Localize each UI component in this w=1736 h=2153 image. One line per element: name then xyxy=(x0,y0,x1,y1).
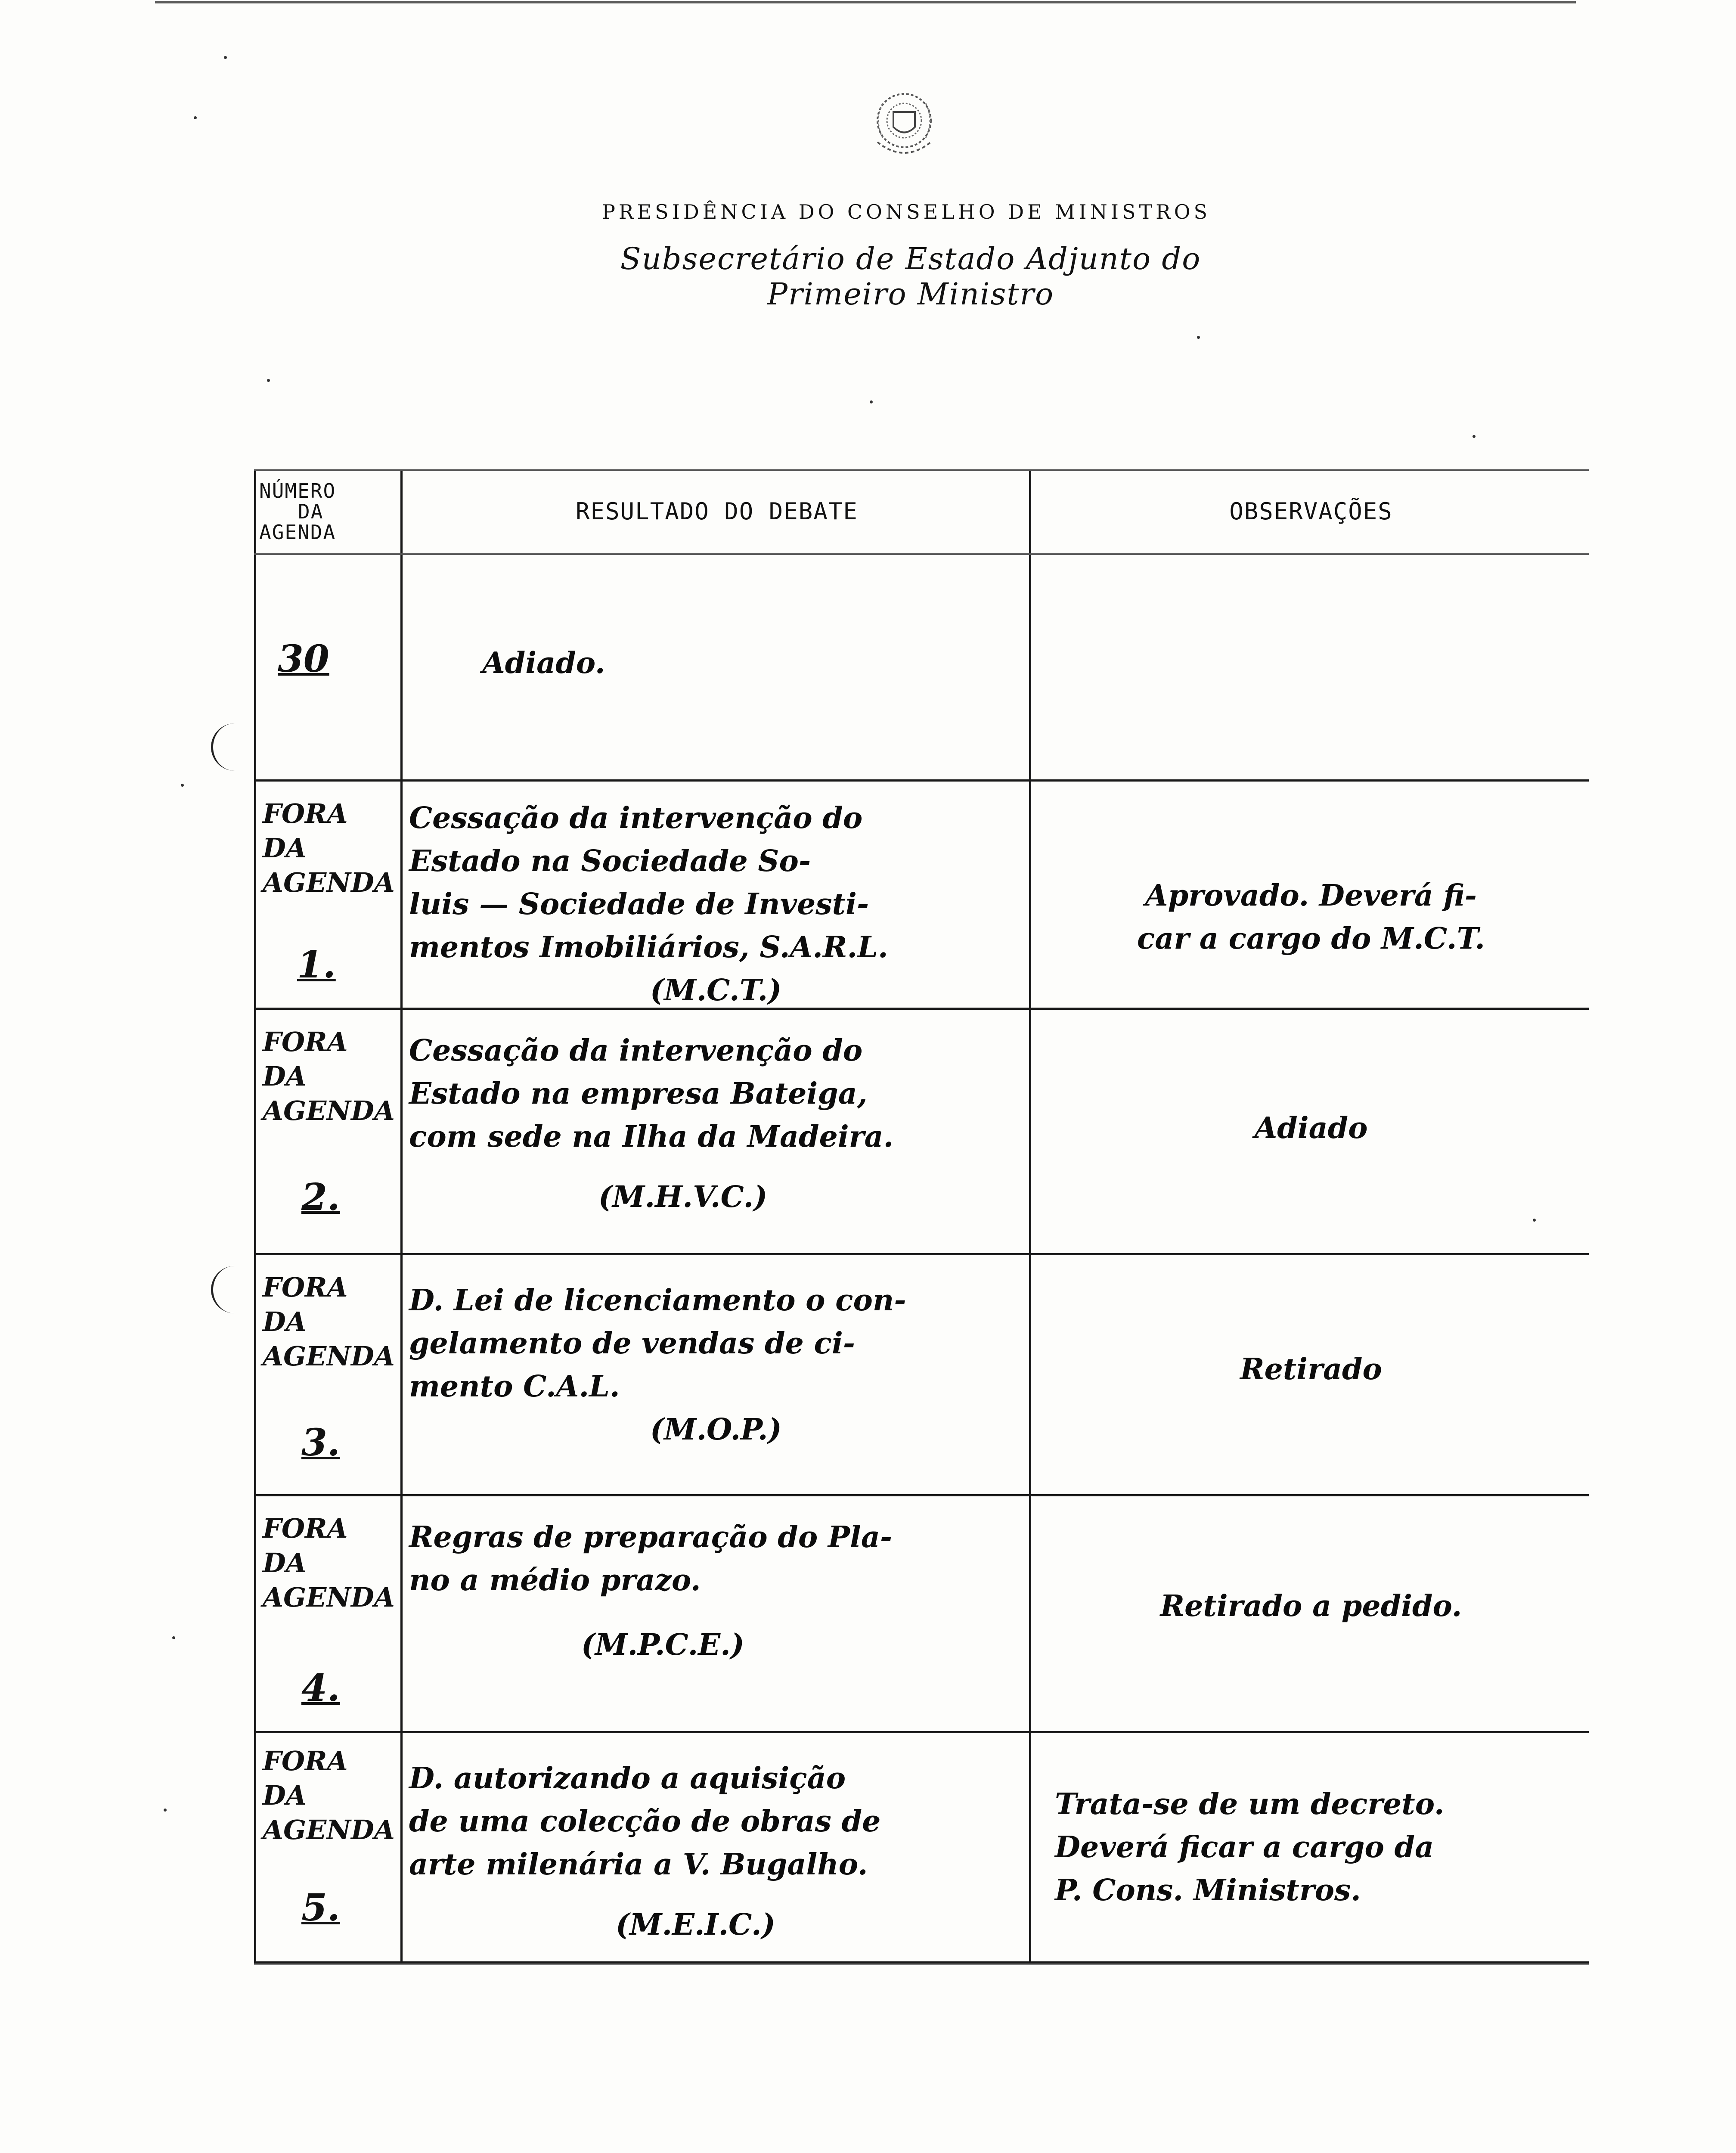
agenda-number: 1. xyxy=(297,943,336,987)
result-line: (M.H.V.C.) xyxy=(598,1180,768,1214)
result-text xyxy=(409,797,1025,1012)
result-line: gelamento de vendas de ci- xyxy=(409,1326,856,1361)
agenda-label: FORA DA AGENDA xyxy=(263,1513,395,1613)
observation-line: Aprovado. Deverá fi- xyxy=(1145,878,1477,913)
column-divider-agenda xyxy=(400,469,403,1964)
observation-line: Trata-se de um decreto. xyxy=(1055,1787,1445,1821)
agenda-label: FORA DA AGENDA xyxy=(263,1272,395,1372)
result-text xyxy=(409,1279,1025,1451)
result-line: com sede na Ilha da Madeira. xyxy=(409,1120,894,1154)
binder-hole-mark xyxy=(211,723,239,771)
result-line: arte milenária a V. Bugalho. xyxy=(409,1847,868,1882)
observation-line: Retirado xyxy=(1240,1352,1382,1387)
row-divider-1 xyxy=(254,779,1589,782)
row-divider-3 xyxy=(254,1253,1589,1255)
agenda-number: 3. xyxy=(301,1421,340,1464)
result-line: D. autorizando a aquisição xyxy=(409,1761,846,1796)
result-line: Estado na Sociedade So- xyxy=(409,844,811,878)
scan-speck xyxy=(164,1809,167,1812)
result-text xyxy=(409,1757,1025,1946)
row-divider-5 xyxy=(254,1731,1589,1733)
result-line: Adiado. xyxy=(482,646,605,680)
top-edge-rule xyxy=(155,1,1576,3)
scan-speck xyxy=(172,1636,175,1639)
result-line: Cessação da intervenção do xyxy=(409,1033,863,1068)
agenda-number: 5. xyxy=(301,1886,340,1930)
coat-of-arms-seal xyxy=(857,78,952,177)
result-line: de uma colecção de obras de xyxy=(409,1804,881,1839)
result-line: (M.C.T.) xyxy=(650,973,782,1008)
agenda-number: 4. xyxy=(301,1666,340,1710)
observation-text xyxy=(1042,1783,1593,1912)
result-text xyxy=(409,1029,1025,1219)
result-line: (M.P.C.E.) xyxy=(581,1628,744,1662)
result-line: no a médio prazo. xyxy=(409,1563,701,1598)
result-line: (M.O.P.) xyxy=(650,1412,782,1447)
scan-speck xyxy=(267,379,270,382)
result-line: D. Lei de licenciamento o con- xyxy=(409,1283,906,1318)
column-header-agenda-number xyxy=(259,469,388,553)
agenda-label: FORA DA AGENDA xyxy=(263,1745,395,1846)
observation-text xyxy=(1042,1348,1580,1391)
scan-speck xyxy=(1472,435,1476,438)
agenda-number: 2. xyxy=(301,1176,340,1219)
agenda-number: 30 xyxy=(278,637,329,681)
result-text xyxy=(409,642,1098,685)
result-line: mento C.A.L. xyxy=(409,1369,620,1404)
observation-line: Adiado xyxy=(1254,1111,1368,1145)
result-text xyxy=(409,1516,1025,1666)
ministry-header-subtitle: Subsecretário de Estado Adjunto do Primeiro Ministro xyxy=(620,241,1201,312)
observation-line: Retirado a pedido. xyxy=(1160,1589,1462,1623)
scan-speck xyxy=(1533,1219,1536,1222)
column-divider-observations xyxy=(1029,469,1031,1964)
result-line: Regras de preparação do Pla- xyxy=(409,1520,893,1554)
scan-speck xyxy=(224,56,227,59)
table-bottom-shadow xyxy=(254,1964,1589,1965)
table-header-divider xyxy=(254,553,1589,555)
row-divider-4 xyxy=(254,1494,1589,1496)
scan-speck xyxy=(181,784,184,787)
scan-speck xyxy=(1197,336,1200,339)
observation-text xyxy=(1042,874,1580,960)
result-line: Estado na empresa Bateiga, xyxy=(409,1076,868,1111)
table-left-border xyxy=(254,469,256,1964)
result-line: (M.E.I.C.) xyxy=(616,1908,775,1942)
column-header-agenda-line-2: DA xyxy=(298,499,324,523)
observation-line: car a cargo do M.C.T. xyxy=(1137,921,1485,956)
column-header-observations: OBSERVAÇÕES xyxy=(1229,498,1393,525)
result-line: Cessação da intervenção do xyxy=(409,801,863,835)
column-header-result: RESULTADO DO DEBATE xyxy=(576,498,858,525)
observation-line: P. Cons. Ministros. xyxy=(1055,1873,1361,1908)
observation-line: Deverá ficar a cargo da xyxy=(1055,1830,1434,1864)
ministry-header-title: PRESIDÊNCIA DO CONSELHO DE MINISTROS xyxy=(601,200,1211,223)
observation-text xyxy=(1042,1107,1580,1150)
result-line: luis — Sociedade de Investi- xyxy=(409,887,869,921)
scan-speck xyxy=(870,400,873,403)
scan-speck xyxy=(194,116,197,119)
result-line: mentos Imobiliários, S.A.R.L. xyxy=(409,930,888,965)
agenda-label: FORA DA AGENDA xyxy=(263,1026,395,1126)
agenda-results-table xyxy=(254,469,1589,1964)
column-header-agenda-line-3: AGENDA xyxy=(259,520,336,544)
observation-text xyxy=(1042,1585,1580,1628)
binder-hole-mark xyxy=(211,1266,239,1313)
column-header-agenda-line-1: NÚMERO xyxy=(259,479,336,503)
agenda-label: FORA DA AGENDA xyxy=(263,798,395,898)
